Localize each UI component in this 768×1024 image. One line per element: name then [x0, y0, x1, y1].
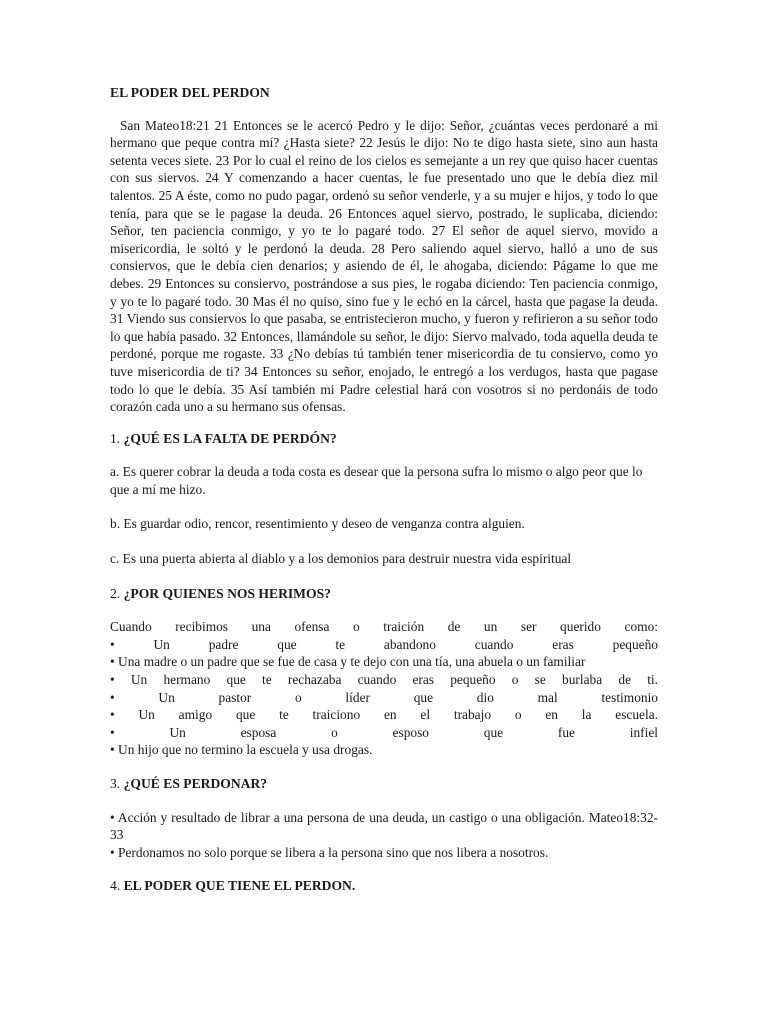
section-number: 3.: [110, 776, 124, 791]
list-item: • Un padre que te abandono cuando eras pequeño: [110, 636, 658, 652]
list-item: • Perdonamos no solo porque se libera a la persona sino que nos libera a nosotros.: [110, 844, 549, 860]
section-heading-1: [110, 430, 658, 448]
list-intro: Cuando recibimos una ofensa o traición de un ser querido como:: [110, 619, 658, 635]
definition-item: b. Es guardar odio, rencor, resentimiento y deseo de venganza contra alguien.: [110, 516, 525, 532]
section-title: ¿QUÉ ES PERDONAR?: [123, 776, 268, 791]
section-title: ¿QUÉ ES LA FALTA DE PERDÓN?: [123, 430, 337, 446]
list-item: • Un esposa o esposo que fue infiel: [110, 724, 658, 740]
scripture-paragraph: San Mateo18:21 21 Entonces se le acercó Pedro y le dijo: Señor, ¿cuántas veces perdonaré a mi hermano que peque contra mí? ¿Hasta siete? 22 Jesús le dijo: No te digo hasta siete, sino aun hasta setenta veces siete. 23 Por lo cual el reino de los cielos es semejante a un rey que quiso hacer cuentas con sus siervos. 24 Y comenzando a hacer cuentas, le fue presentado uno que le debía diez mil talentos. 25 A éste, como no pudo pagar, ordenó su señor venderle, y a su mujer e hijos, y todo lo que tenía, para que se le pagase la deuda. 26 Entonces aquel siervo, postrado, le suplicaba, diciendo: Señor, ten paciencia conmigo, y yo te lo pagaré todo. 27 El señor de aquel siervo, movido a misericordia, le soltó y le perdonó la deuda. 28 Pero saliendo aquel siervo, halló a uno de sus consiervos, que le debía cien denarios; y asiendo de él, le ahogaba, diciendo: Págame lo que me debes. 29 Entonces su consiervo, postrándose a sus pies, le rogaba diciendo: Ten paciencia conmigo, y yo te lo pagaré todo. 30 Mas él no quiso, sino fue y le echó en la cárcel, hasta que pagase la deuda. 31 Viendo sus consiervos lo que pasaba, se entristecieron mucho, y fueron y refirieron a su señor todo lo que había pasado. 32 Entonces, llamándole su señor, le dijo: Siervo malvado, toda aquella deuda te perdoné, porque me rogaste. 33 ¿No debías tú también tener misericordia de tu consiervo, como yo tuve misericordia de ti? 34 Entonces su señor, enojado, le entregó a los verdugos, hasta que pagase todo lo que le debía. 35 Así también mi Padre celestial hará con vosotros si no perdonáis de todo corazón cada uno a su hermano sus ofensas.: [110, 117, 662, 415]
section-title: ¿POR QUIENES NOS HERIMOS?: [123, 585, 331, 601]
forgive-list: [110, 809, 658, 862]
list-item: • Un amigo que te traiciono en el trabajo o en la escuela.: [110, 707, 658, 723]
list-item: • Acción y resultado de librar a una persona de una deuda, un castigo o una obligación. Mateo18:32-33: [110, 809, 658, 843]
section-heading-4: [110, 877, 658, 895]
document-page: [110, 84, 662, 911]
list-item: • Un hermano que te rechazaba cuando eras pequeño o se burlaba de ti.: [110, 672, 658, 688]
section-heading-3: [110, 775, 658, 793]
section-number: 1.: [110, 430, 124, 446]
definition-item: a. Es querer cobrar la deuda a toda costa es desear que la persona sufra lo mismo o algo peor que lo que a mí me hizo.: [110, 464, 643, 497]
section-heading-2: [110, 585, 658, 603]
definition-item: c. Es una puerta abierta al diablo y a los demonios para destruir nuestra vida espiritual: [110, 551, 572, 567]
list-item: • Un pastor o líder que dio mal testimonio: [110, 689, 658, 705]
list-item: • Una madre o un padre que se fue de casa y te dejo con una tía, una abuela o un familiar: [110, 654, 586, 670]
list-item: • Un hijo que no termino la escuela y usa drogas.: [110, 742, 373, 758]
section-number: 2.: [110, 585, 124, 601]
offense-list: [110, 618, 658, 759]
section-number: 4.: [110, 878, 124, 894]
document-title: EL PODER DEL PERDON: [110, 85, 270, 100]
section-title: EL PODER QUE TIENE EL PERDON.: [123, 878, 356, 894]
